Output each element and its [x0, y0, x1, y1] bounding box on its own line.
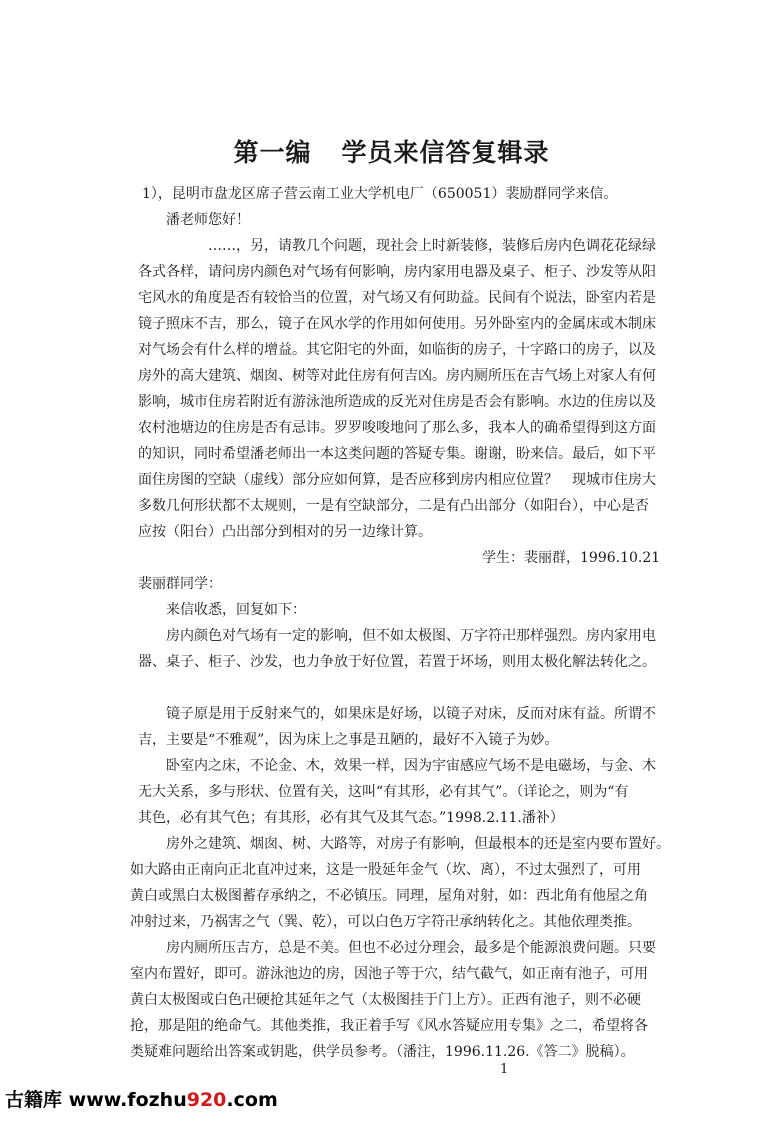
text-line: 潘老师您好！: [166, 212, 250, 228]
text-line: 黄白或黑白太极图蓄存承纳之，不必镇压。同理，屋角对射，如：西北角有他屋之角: [130, 888, 648, 904]
text-line: 其色，必有其气色；有其形，必有其气及其气态。”1998.2.11.潘补）: [138, 810, 564, 826]
text-line: 房内颜色对气场有一定的影响，但不如太极图、万字符卍那样强烈。房内家用电: [166, 628, 656, 644]
text-line: 裴丽群同学：: [138, 576, 222, 592]
chapter-number: 第一编: [233, 138, 312, 167]
text-line: 黄白太极图或白色卍硬抢其延年之气（太极图挂于门上方）。正西有池子，则不必硬: [130, 992, 641, 1008]
text-line: 吉，主要是“不雅观”，因为床上之事是丑陋的，最好不入镜子为妙。: [138, 732, 559, 748]
text-line: 宅风水的角度是否有较恰当的位置，对气场又有何助益。民间有个说法，卧室内若是: [138, 290, 656, 306]
text-line: 应按（阳台）凸出部分到相对的另一边缘计算。: [138, 524, 432, 540]
text-line: 农村池塘边的住房是否有忌讳。罗罗唆唆地问了那么多，我本人的确希望得到这方面: [138, 420, 656, 436]
text-line: 镜子原是用于反射来气的，如果床是好场，以镜子对床，反而对床有益。所谓不: [166, 706, 656, 722]
chapter-title: [0, 133, 783, 169]
text-line: 对气场会有什么样的增益。其它阳宅的外面，如临街的房子，十字路口的房子，以及: [138, 342, 656, 358]
watermark-footer: [5, 1085, 278, 1112]
text-line: 无大关系，多与形状、位置有关，这叫“有其形，必有其气”。（详论之，则为“有: [138, 784, 629, 800]
text-line: 房内厕所压吉方，总是不美。但也不必过分理会，最多是个能源浪费问题。只要: [166, 940, 656, 956]
watermark-domain-prefix: www.fozhu: [68, 1089, 187, 1111]
text-line: 类疑难问题给出答案或钥匙，供学员参考。（潘注，1996.11.26.《答二》脱稿）。: [130, 1044, 635, 1060]
text-line: 来信收悉，回复如下：: [166, 602, 306, 618]
text-line: ……，另，请教几个问题，现社会上时新装修，装修后房内色调花花绿绿: [208, 238, 656, 254]
watermark-site-name: 古籍库: [5, 1089, 63, 1111]
text-line: 镜子照床不吉，那么，镜子在风水学的作用如何使用。另外卧室内的金属床或木制床: [138, 316, 656, 332]
text-line: 房外之建筑、烟囱、树、大路等，对房子有影响，但最根本的还是室内要布置好。: [166, 836, 670, 852]
text-line: 如大路由正南向正北直冲过来，这是一股延年金气（坎、离），不过太强烈了，可用: [130, 862, 641, 878]
text-line: 1），昆明市盘龙区席子营云南工业大学机电厂（650051）裴励群同学来信。: [142, 186, 618, 202]
text-line: 冲射过来，乃祸害之气（巽、乾），可以白色万字符卍承纳转化之。其他依理类推。: [130, 914, 641, 930]
chapter-heading: 学员来信答复辑录: [341, 138, 550, 167]
watermark-domain-number: 920: [186, 1089, 227, 1111]
text-line: 多数几何形状都不太规则，一是有空缺部分，二是有凸出部分（如阳台），中心是否: [138, 498, 649, 514]
text-line: 各式各样，请问房内颜色对气场有何影响，房内家用电器及桌子、柜子、沙发等从阳: [138, 264, 656, 280]
text-line: 面住房图的空缺（虚线）部分应如何算，是否应移到房内相应位置？ 现城市住房大: [138, 472, 656, 488]
page-number: 1: [500, 1062, 509, 1077]
text-line: 学生：裴丽群，1996.10.21: [482, 550, 661, 566]
text-line: 的知识，同时希望潘老师出一本这类问题的答疑专集。谢谢，盼来信。最后，如下平: [138, 446, 656, 462]
text-line: 器、桌子、柜子、沙发，也力争放于好位置，若置于坏场，则用太极化解法转化之。: [138, 654, 656, 670]
text-line: 室内布置好，即可。游泳池边的房，因池子等于穴，结气截气，如正南有池子，可用: [130, 966, 648, 982]
watermark-domain-suffix: .com: [226, 1089, 278, 1111]
text-line: 抢，那是阻的绝命气。其他类推，我正着手写《风水答疑应用专集》之二，希望将各: [130, 1018, 648, 1034]
text-line: 影响，城市住房若附近有游泳池所造成的反光对住房是否会有影响。水边的住房以及: [138, 394, 656, 410]
text-line: 房外的高大建筑、烟囱、树等对此住房有何吉凶。房内厕所压在吉气场上对家人有何: [138, 368, 656, 384]
text-line: 卧室内之床，不论金、木，效果一样，因为宇宙感应气场不是电磁场，与金、木: [166, 758, 656, 774]
